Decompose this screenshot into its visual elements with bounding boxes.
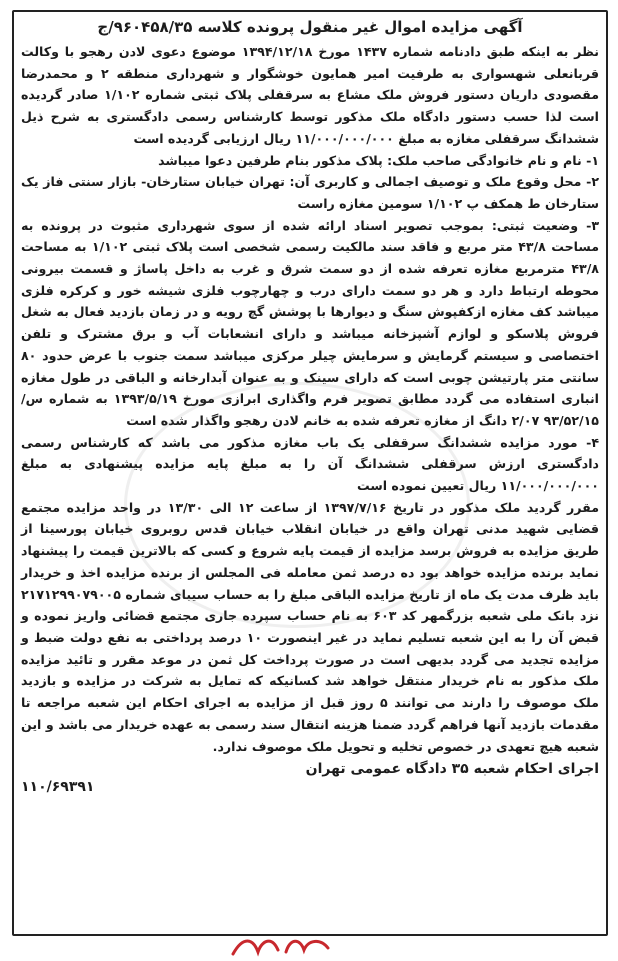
reference-number: ۱۱۰/۶۹۳۹۱ bbox=[21, 779, 95, 796]
closing-paragraph: مقرر گردید ملک مذکور در تاریخ ۱۳۹۷/۷/۱۶ از ساعت ۱۲ الی ۱۳/۳۰ در واحد مزایده مجتمع قضایی شهید مدنی تهران واقع در خیابان انقلاب خیابان قدس روبروی خیابان پورسینا از طریق مزایده به فروش برسد مزایده از قیمت پایه شروع و کسی که بالاترین قیمت را پیشنهاد نماید برنده مزایده خواهد بود ده درصد ثمن معامله فی المجلس از برنده مزایده اخذ و خریدار باید ظرف مدت یک ماه از تاریخ مزایده الباقی مبلغ را به حساب سیبای شماره ۲۱۷۱۲۹۹۰۷۹۰۰۵ نزد بانک ملی شعبه بزرگمهر کد ۶۰۳ به نام حساب سپرده جاری مجتمع قضائی واریز نموده و قبض آن را به این شعبه تسلیم نماید در غیر اینصورت ۱۰ درصد پرداختی به نفع دولت ضبط و مزایده تجدید می گردد بدیهی است در صورت پرداخت کل ثمن در موعد مقرر و تائید مزایده ملک مذکور به نام خریدار منتقل خواهد شد کسانیکه که تمایل به شرکت در مزایده و بازدید ملک موصوف را دارند می توانند ۵ روز قبل از مزایده به اجرای احکام این شعبه مراجعه تا مقدمات بازدید آنها فراهم گردد ضمنا هزینه انتقال سند رسمی به عهده خریدار می باشد و این شعبه هیچ تعهدی در خصوص تخلیه و تحویل ملک موصوف ندارد. bbox=[21, 499, 599, 754]
notice-title: آگهی مزایده اموال غیر منقول پرونده کلاسه ۹۶۰۴۵۸/۳۵/ج bbox=[97, 18, 523, 36]
item-owner: ۱- نام و نام خانوادگی صاحب ملک: پلاک مذکور بنام طرفین دعوا میباشد bbox=[158, 152, 599, 168]
item-registration: ۳- وضعیت ثبتی: بموجب تصویر اسناد ارائه شده از سوی شهرداری مثبوت در پرونده به مساحت ۴۳/۸ متر مربع و فاقد سند مالکیت رسمی شخصی است پلاک ثبتی ۱/۱۰۲ به مساحت ۴۳/۸ مترمربع مغازه تعرفه شده از دو سمت شرق و غرب به داخل پاساژ و قسمت بیرونی محوطه ارتباط دارد و هر دو سمت دارای درب و چهارچوب فلزی شیشه خور و کرکره فلزی میباشد کف مغازه ازکفپوش سنگ و دیوارها با پوشش گچ رویه و در زمان بازدید فعال به شغل فروش پلاسکو و لوازم آشپزخانه میباشد و دارای انشعابات آب و برق مشترک و تلفن اختصاصی و سیستم گرمایش و سرمایش چیلر مرکزی میباشد سمت جنوب با عرض حدود ۸۰ سانتی متر پارتیشن چوبی است که دارای سینک و به عنوان آبدارخانه و الباقی در طول مغازه انباری استفاده می گردد مطابق تصویر فرم واگذاری ابرازی مورخ ۱۳۹۳/۵/۱۹ به شماره س/۹۳/۵۲/۱۵ ۲/۰۷ دانگ از مغازه تعرفه شده به خانم لادن رهجو واگذار شده است bbox=[21, 217, 599, 428]
notice-body bbox=[21, 41, 599, 757]
item-location: ۲- محل وقوع ملک و توصیف اجمالی و کاربری آن: تهران خیابان ستارخان- بازار سنتی فاز یک ستارخان ط همکف پ ۱/۱۰۲ سومین مغازه راست bbox=[21, 174, 599, 211]
signature-authority: اجرای احکام شعبه ۳۵ دادگاه عمومی تهران bbox=[305, 761, 599, 778]
signature-row bbox=[21, 761, 599, 777]
item-auction-subject: ۴- مورد مزایده ششدانگ سرقفلی یک باب مغازه مذکور می باشد که کارشناس رسمی دادگستری ارزش سرقفلی ششدانگ آن را به مبلغ پایه مزایده پیشنهادی به مبلغ ۱۱/۰۰۰/۰۰۰/۰۰۰ ریال تعیین نموده است bbox=[21, 434, 599, 494]
handwritten-mark-icon bbox=[228, 926, 348, 961]
notice-frame bbox=[12, 10, 608, 936]
intro-paragraph: نظر به اینکه طبق دادنامه شماره ۱۴۳۷ مورخ ۱۳۹۴/۱۲/۱۸ موضوع دعوی لادن رهجو با وکالت قربانعلی شهسواری به طرفیت امیر همایون خوشگوار و شهرداری منطقه ۲ و محمدرضا مقصودی داریان دستور فروش ملک مشاع به سرقفلی پلاک ثبتی شماره ۱/۱۰۲ صادر گردیده است لذا حسب دستور دادگاه ملک مذکور توسط کارشناس رسمی دادگستری به شرح ذیل ششدانگ سرقفلی مغازه به مبلغ ۱۱/۰۰۰/۰۰۰/۰۰۰ ریال ارزیابی گردیده است bbox=[21, 44, 599, 146]
